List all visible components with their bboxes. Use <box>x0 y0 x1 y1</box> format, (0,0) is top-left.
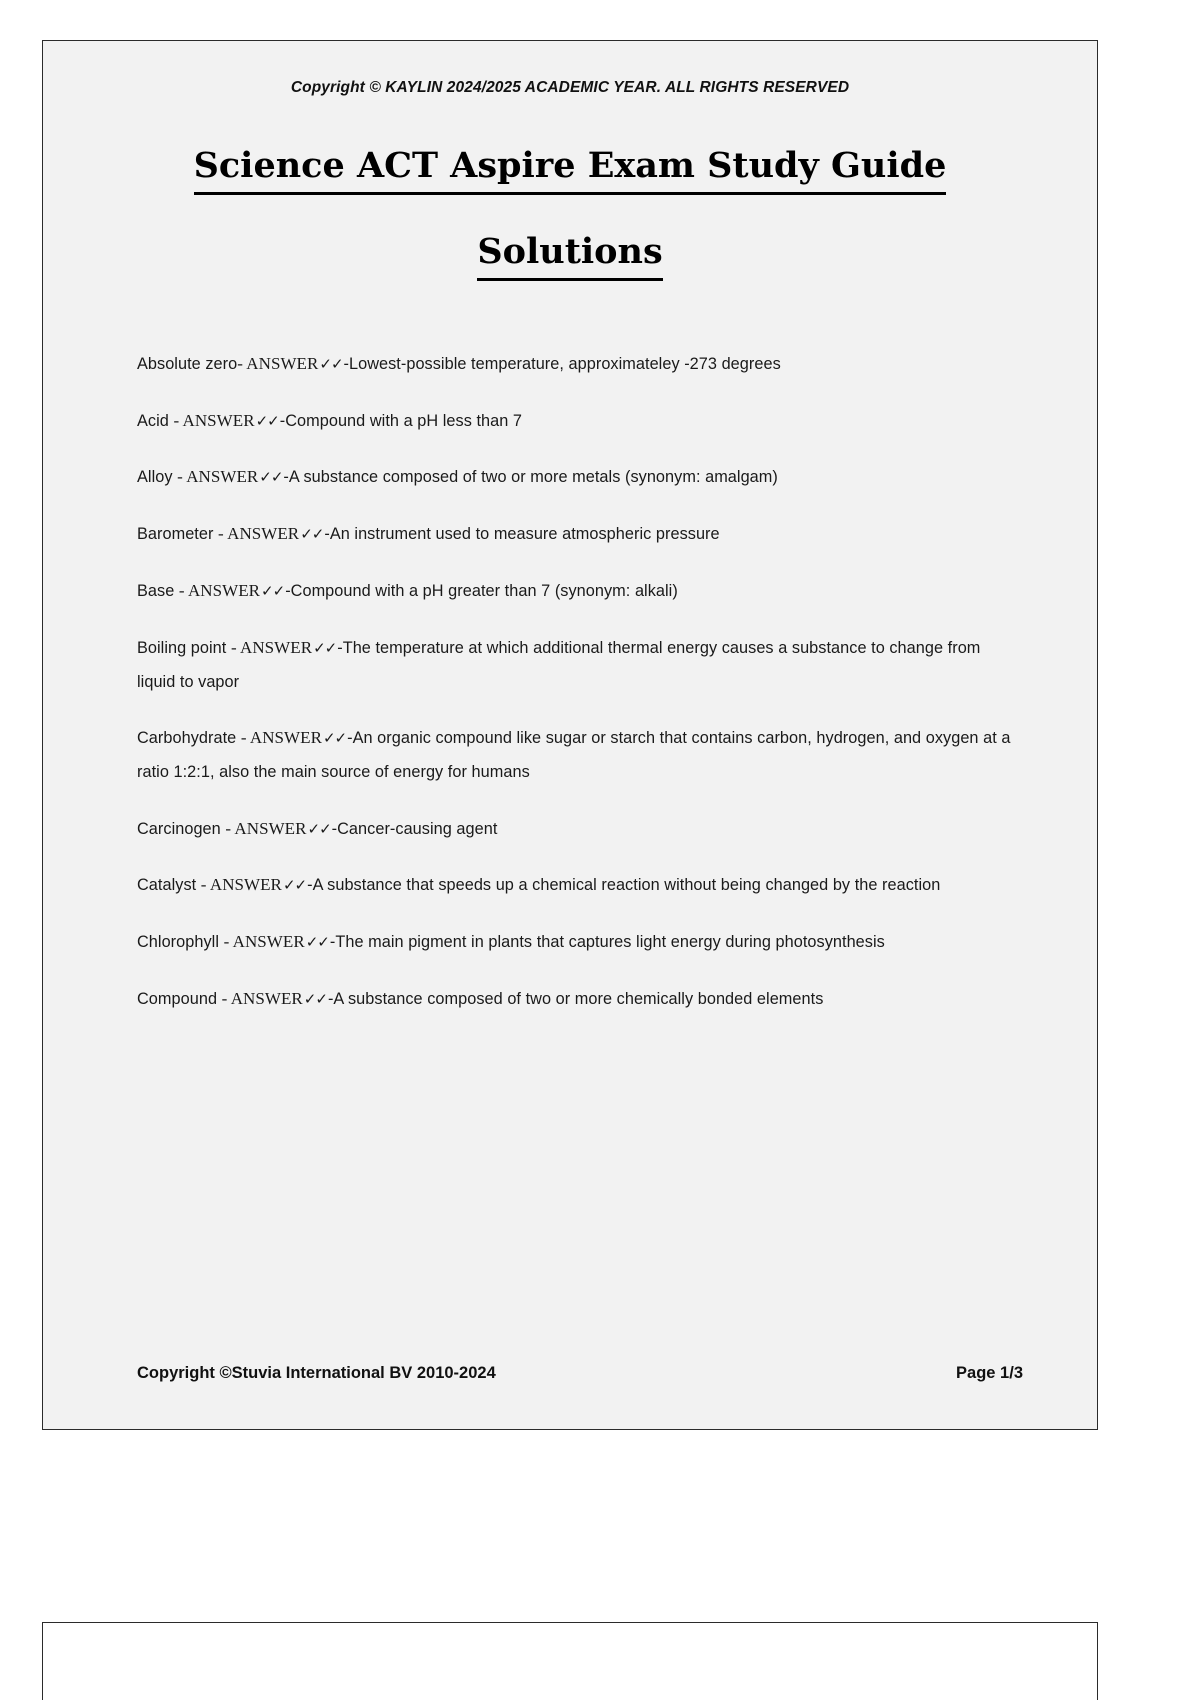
entry-definition: -Compound with a pH less than 7 <box>279 411 523 430</box>
entry-answer-label: - ANSWER <box>218 524 300 544</box>
entry-term: Boiling point <box>137 639 227 657</box>
entry-definition: -Cancer-causing agent <box>331 819 498 838</box>
entry-answer-label: - ANSWER <box>173 410 255 430</box>
entry-definition: -An organic compound like sugar or starch that contains carbon, hydrogen, and oxygen at a ratio 1:2:1, also the main source of energy for humans <box>137 729 1011 782</box>
entry-term: Acid <box>137 411 169 430</box>
check-marks-icon: ✓✓ <box>322 729 347 748</box>
check-marks-icon: ✓✓ <box>305 933 329 952</box>
entry-definition: -A substance that speeds up a chemical reaction without being changed by the reaction <box>307 876 941 895</box>
glossary-entry-list <box>95 347 1045 1017</box>
entry-answer-label: - ANSWER <box>230 638 313 657</box>
document-page-1 <box>42 40 1098 1430</box>
list-item <box>137 925 1017 960</box>
list-item <box>137 868 1017 903</box>
list-item <box>137 404 1017 439</box>
entry-answer-label: - ANSWER <box>223 932 305 952</box>
entry-term: Alloy <box>137 468 173 487</box>
copyright-header: Copyright © KAYLIN 2024/2025 ACADEMIC YEAR. ALL RIGHTS RESERVED <box>290 79 850 96</box>
entry-term: Barometer <box>137 525 214 544</box>
page-content <box>43 41 1097 1429</box>
check-marks-icon: ✓✓ <box>307 819 331 838</box>
page-title-line-2: Solutions <box>477 229 662 281</box>
list-item <box>137 721 1017 789</box>
list-item <box>137 631 1017 699</box>
entry-definition: -Compound with a pH greater than 7 (synonym: alkali) <box>285 582 678 601</box>
check-marks-icon: ✓✓ <box>255 411 279 430</box>
entry-term: Chlorophyll <box>137 933 219 952</box>
list-item <box>137 574 1017 609</box>
entry-answer-label: - ANSWER <box>221 989 303 1009</box>
footer-page-number: Page 1/3 <box>956 1364 1023 1382</box>
check-marks-icon: ✓✓ <box>282 876 307 895</box>
entry-term: Carbohydrate <box>137 729 237 748</box>
page-footer <box>95 1364 1045 1383</box>
entry-term: Absolute zero <box>137 354 238 373</box>
entry-answer-label: - ANSWER <box>200 875 282 895</box>
entry-definition: -An instrument used to measure atmospheric pressure <box>324 525 720 544</box>
page-gap <box>0 1432 1200 1622</box>
entry-term: Carcinogen <box>137 819 221 838</box>
check-marks-icon: ✓✓ <box>300 525 324 544</box>
entry-answer-label: - ANSWER <box>237 353 319 373</box>
entry-answer-label: - ANSWER <box>240 728 322 748</box>
list-item <box>137 460 1017 495</box>
list-item <box>137 812 1017 847</box>
entry-definition: -A substance composed of two or more metals (synonym: amalgam) <box>283 468 778 487</box>
footer-copyright: Copyright ©Stuvia International BV 2010-2024 <box>137 1364 496 1382</box>
entry-answer-label: - ANSWER <box>225 818 307 838</box>
entry-term: Compound <box>137 990 218 1009</box>
check-marks-icon: ✓✓ <box>319 354 343 373</box>
entry-definition: -A substance composed of two or more chemically bonded elements <box>327 990 824 1009</box>
entry-definition: -The main pigment in plants that captures light energy during photosynthesis <box>329 933 885 952</box>
document-page-2-top-edge <box>42 1622 1098 1700</box>
check-marks-icon: ✓✓ <box>261 582 285 601</box>
entry-term: Catalyst <box>137 876 197 895</box>
list-item <box>137 347 1017 382</box>
entry-term: Base <box>137 582 175 601</box>
list-item <box>137 982 1017 1017</box>
entry-definition: -Lowest-possible temperature, approximateley -273 degrees <box>343 354 781 373</box>
entry-definition: -The temperature at which additional thermal energy causes a substance to change from liquid to vapor <box>137 639 981 691</box>
check-marks-icon: ✓✓ <box>259 468 283 487</box>
entry-answer-label: - ANSWER <box>177 467 259 487</box>
page-title <box>95 143 1045 281</box>
entry-answer-label: - ANSWER <box>178 581 261 601</box>
list-item <box>137 517 1017 552</box>
check-marks-icon: ✓✓ <box>303 990 327 1009</box>
page-title-line-1: Science ACT Aspire Exam Study Guide <box>194 143 947 195</box>
check-marks-icon: ✓✓ <box>313 639 337 657</box>
